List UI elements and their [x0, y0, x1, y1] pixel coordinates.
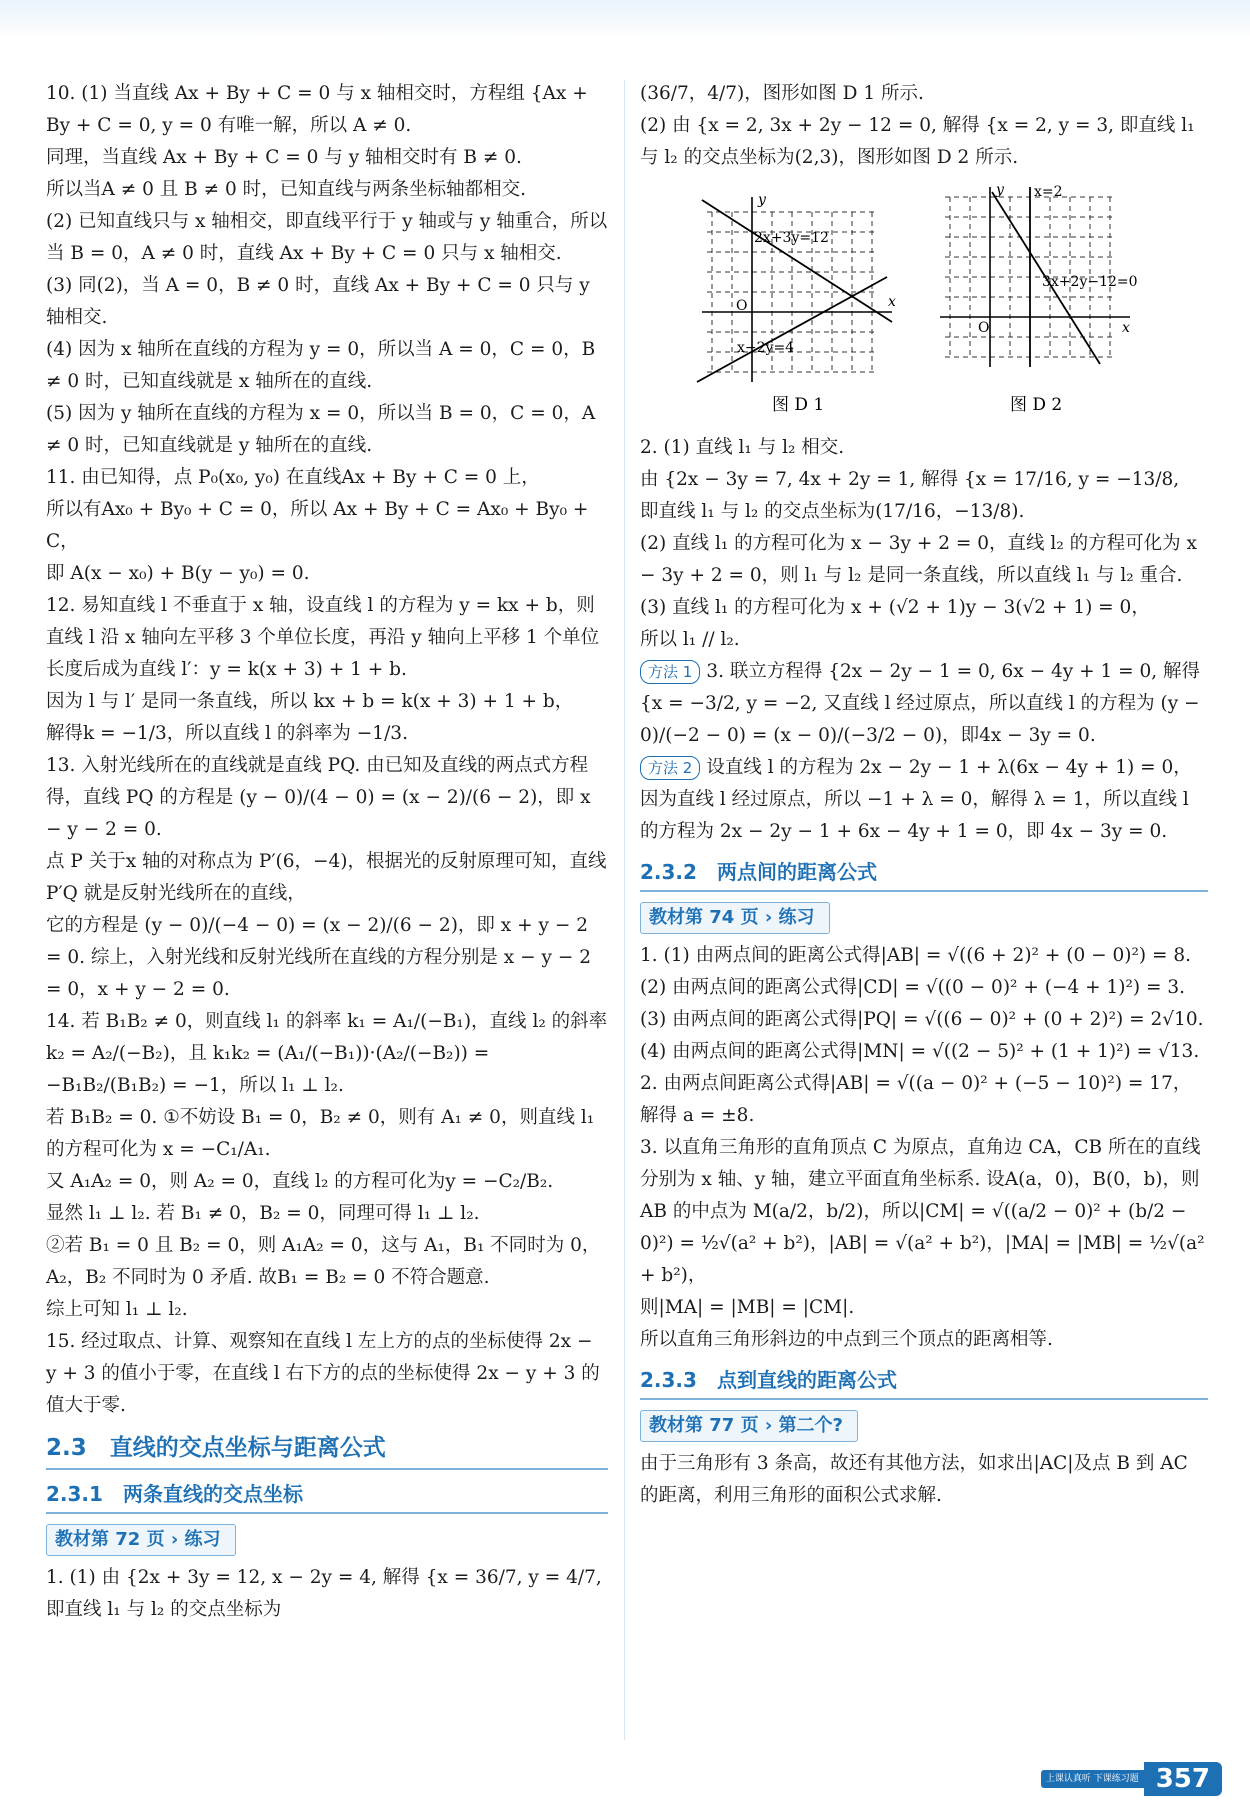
q13-2: 点 P 关于x 轴的对称点为 P′(6，−4)，根据光的反射原理可知，直线 P′Q 就是反射光线所在的直线，	[46, 851, 607, 904]
label-o-d1: O	[736, 298, 748, 314]
method2-badge: 方法 2	[640, 756, 700, 780]
q12-2: 因为 l 与 l′ 是同一条直线，所以 kx + b = k(x + 3) + 1 + b，	[46, 691, 574, 712]
ex72-q2-5: (3) 直线 l₁ 的方程可化为 x + (√2 + 1)y − 3(√2 + 1) = 0，	[640, 597, 1150, 618]
label-x-d1: x	[888, 294, 896, 310]
q3-method2-text: 设直线 l 的方程为 2x − 2y − 1 + λ(6x − 4y + 1) = 0，因为直线 l 经过原点，所以 −1 + λ = 0，解得 λ = 1，所以直线 l 的方程为 2x − 2y − 1 + 6x − 4y + 1 = 0，即 4x − 3y = 0.	[640, 757, 1192, 842]
textbook-page-77-tag: 教材第 77 页 › 第二个?	[640, 1410, 858, 1442]
ex72-q2-4: (2) 直线 l₁ 的方程可化为 x − 3y + 2 = 0，直线 l₂ 的方程可化为 x − 3y + 2 = 0，则 l₁ 与 l₂ 是同一条直线，所以直线 l₁ 与 l₂ 重合.	[640, 533, 1197, 586]
textbook-page-72-tag: 教材第 72 页 › 练习	[46, 1524, 236, 1556]
q10-3: 所以当A ≠ 0 且 B ≠ 0 时，已知直线与两条坐标轴都相交.	[46, 179, 527, 200]
q3-method1-text: 3. 联立方程得 {2x − 2y − 1 = 0, 6x − 4y + 1 = 0, 解得 {x = −3/2, y = −2, 又直线 l 经过原点，所以直线 l 的方程为 (y − 0)/(−2 − 0) = (x − 0)/(−3/2 − 0)，即4x − 3y = 0.	[640, 661, 1201, 746]
label-x2: x=2	[1034, 184, 1063, 200]
q15: 15. 经过取点、计算、观察知在直线 l 左上方的点的坐标使得 2x − y + 3 的值小于零，在直线 l 右下方的点的坐标使得 2x − y + 3 的值大于零.	[46, 1331, 600, 1416]
ex72-q3-method1	[640, 656, 1208, 752]
q10-7: (5) 因为 y 轴所在直线的方程为 x = 0，所以当 B = 0，C = 0，A ≠ 0 时，已知直线就是 y 轴所在的直线.	[46, 403, 596, 456]
label-y-d2: y	[996, 182, 1004, 198]
ex72-q1-cont: (36/7，4/7)，图形如图 D 1 所示.	[640, 83, 924, 104]
ex72-q3-method2	[640, 752, 1208, 848]
ex77-text: 由于三角形有 3 条高，故还有其他方法，如求出|AC|及点 B 到 AC 的距离，利用三角形的面积公式求解.	[640, 1453, 1188, 1506]
figures-row	[640, 182, 1208, 424]
q12-3: 解得k = −1/3，所以直线 l 的斜率为 −1/3.	[46, 723, 408, 744]
ex72-q2-3: 即直线 l₁ 与 l₂ 的交点坐标为(17/16，−13/8).	[640, 501, 1025, 522]
ex72-q2-6: 所以 l₁ // l₂.	[640, 629, 740, 650]
figure-d1	[692, 182, 912, 424]
ex72-q1-2: (2) 由 {x = 2, 3x + 2y − 12 = 0, 解得 {x = 2, y = 3, 即直线 l₁ 与 l₂ 的交点坐标为(2,3)，图形如图 D 2 所示.	[640, 115, 1195, 168]
ex74-q2: 2. 由两点间距离公式得|AB| = √((a − 0)² + (−5 − 10)²) = 17，解得 a = ±8.	[640, 1073, 1192, 1126]
q11-2: 所以有Ax₀ + By₀ + C = 0，所以 Ax + By + C = Ax₀ + By₀ + C，	[46, 499, 589, 552]
label-x2y4: x−2y=4	[737, 340, 795, 356]
q10-4: (2) 已知直线只与 x 轴相交，即直线平行于 y 轴或与 y 轴重合，所以当 B = 0，A ≠ 0 时，直线 Ax + By + C = 0 只与 x 轴相交.	[46, 211, 608, 264]
label-o-d2: O	[978, 320, 990, 336]
caption-d1: 图 D 1	[772, 395, 825, 415]
q14-3: 又 A₁A₂ = 0，则 A₂ = 0，直线 l₂ 的方程可化为y = −C₂/B₂.	[46, 1171, 554, 1192]
q10-2: 同理，当直线 Ax + By + C = 0 与 y 轴相交时有 B ≠ 0.	[46, 147, 522, 168]
figure-d2	[930, 182, 1170, 424]
textbook-page-74-tag: 教材第 74 页 › 练习	[640, 902, 830, 934]
label-2x3y12: 2x+3y=12	[754, 230, 829, 246]
caption-d2: 图 D 2	[1010, 395, 1063, 415]
q11-3: 即 A(x − x₀) + B(y − y₀) = 0.	[46, 563, 310, 584]
page-number: 357	[1144, 1762, 1222, 1796]
label-3x2y12: 3x+2y−12=0	[1042, 274, 1138, 290]
page-hint: 上课认真听 下课练习题	[1041, 1770, 1144, 1788]
q10-1: 10. (1) 当直线 Ax + By + C = 0 与 x 轴相交时，方程组 {Ax + By + C = 0, y = 0 有唯一解，所以 A ≠ 0.	[46, 83, 588, 136]
ex74-q1-3: (3) 由两点间的距离公式得|PQ| = √((6 − 0)² + (0 + 2)²) = 2√10.	[640, 1009, 1204, 1030]
ex72-q2-2: 由 {2x − 3y = 7, 4x + 2y = 1, 解得 {x = 17/16, y = −13/8,	[640, 469, 1180, 490]
section-2-3-3-title: 2.3.3 点到直线的距离公式	[640, 1362, 1208, 1400]
q12-1: 12. 易知直线 l 不垂直于 x 轴，设直线 l 的方程为 y = kx + b，则直线 l 沿 x 轴向左平移 3 个单位长度，再沿 y 轴向上平移 1 个单位长度后成为直线 l′：y = k(x + 3) + 1 + b.	[46, 595, 600, 680]
section-2-3-2-title: 2.3.2 两点间的距离公式	[640, 854, 1208, 892]
label-y-d1: y	[758, 192, 766, 208]
q10-5: (3) 同(2)，当 A = 0，B ≠ 0 时，直线 Ax + By + C = 0 只与 y 轴相交.	[46, 275, 590, 328]
ex74-q1-1: 1. (1) 由两点间的距离公式得|AB| = √((6 + 2)² + (0 − 0)²) = 8.	[640, 945, 1192, 966]
label-x-d2: x	[1122, 320, 1130, 336]
column-divider	[624, 80, 625, 1740]
ex74-q3-3: 所以直角三角形斜边的中点到三个顶点的距离相等.	[640, 1329, 1053, 1350]
ex74-q1-2: (2) 由两点间的距离公式得|CD| = √((0 − 0)² + (−4 + 1)²) = 3.	[640, 977, 1186, 998]
ex74-q1-4: (4) 由两点间的距离公式得|MN| = √((2 − 5)² + (1 + 1)²) = √13.	[640, 1041, 1200, 1062]
ex74-q3-2: 则|MA| = |MB| = |CM|.	[640, 1297, 855, 1318]
ex72-q2-1: 2. (1) 直线 l₁ 与 l₂ 相交.	[640, 437, 845, 458]
q11-1: 11. 由已知得，点 P₀(x₀, y₀) 在直线Ax + By + C = 0 上，	[46, 467, 540, 488]
section-2-3-1-title: 2.3.1 两条直线的交点坐标	[46, 1476, 608, 1514]
q14-2: 若 B₁B₂ = 0. ①不妨设 B₁ = 0，B₂ ≠ 0，则有 A₁ ≠ 0，则直线 l₁ 的方程可化为 x = −C₁/A₁.	[46, 1107, 595, 1160]
line-2x3y12	[702, 200, 892, 322]
q10-6: (4) 因为 x 轴所在直线的方程为 y = 0，所以当 A = 0，C = 0，B ≠ 0 时，已知直线就是 x 轴所在的直线.	[46, 339, 596, 392]
method1-badge: 方法 1	[640, 660, 700, 684]
top-band	[0, 0, 1250, 40]
section-2-3-title: 2.3 直线的交点坐标与距离公式	[46, 1428, 608, 1470]
page-number-box	[1041, 1762, 1222, 1796]
right-column	[640, 78, 1208, 1512]
q14-4: 显然 l₁ ⊥ l₂. 若 B₁ ≠ 0，B₂ = 0，同理可得 l₁ ⊥ l₂.	[46, 1203, 480, 1224]
left-column	[46, 78, 608, 1626]
q13-3: 它的方程是 (y − 0)/(−4 − 0) = (x − 2)/(6 − 2)，即 x + y − 2 = 0. 综上，入射光线和反射光线所在直线的方程分别是 x − y − 2 = 0，x + y − 2 = 0.	[46, 915, 591, 1000]
q14-1: 14. 若 B₁B₂ ≠ 0，则直线 l₁ 的斜率 k₁ = A₁/(−B₁)，直线 l₂ 的斜率 k₂ = A₂/(−B₂)，且 k₁k₂ = (A₁/(−B₁))·(A₂/(−B₂)) = −B₁B₂/(B₁B₂) = −1，所以 l₁ ⊥ l₂.	[46, 1011, 608, 1096]
q13-1: 13. 入射光线所在的直线就是直线 PQ. 由已知及直线的两点式方程得，直线 PQ 的方程是 (y − 0)/(4 − 0) = (x − 2)/(6 − 2)，即 x − y − 2 = 0.	[46, 755, 591, 840]
ex72-q1: 1. (1) 由 {2x + 3y = 12, x − 2y = 4, 解得 {x = 36/7, y = 4/7, 即直线 l₁ 与 l₂ 的交点坐标为	[46, 1567, 602, 1620]
ex74-q3-1: 3. 以直角三角形的直角顶点 C 为原点，直角边 CA，CB 所在的直线分别为 x 轴、y 轴，建立平面直角坐标系. 设A(a，0)，B(0，b)，则 AB 的中点为 M(a/2，b/2)，所以|CM| = √((a/2 − 0)² + (b/2 − 0)²) = ½√(a² + b²)，|AB| = √(a² + b²)，|MA| = |MB| = ½√(a² + b²)，	[640, 1137, 1205, 1286]
q14-5: ②若 B₁ = 0 且 B₂ = 0，则 A₁A₂ = 0，这与 A₁，B₁ 不同时为 0，A₂，B₂ 不同时为 0 矛盾. 故B₁ = B₂ = 0 不符合题意.	[46, 1235, 601, 1288]
q14-6: 综上可知 l₁ ⊥ l₂.	[46, 1299, 188, 1320]
